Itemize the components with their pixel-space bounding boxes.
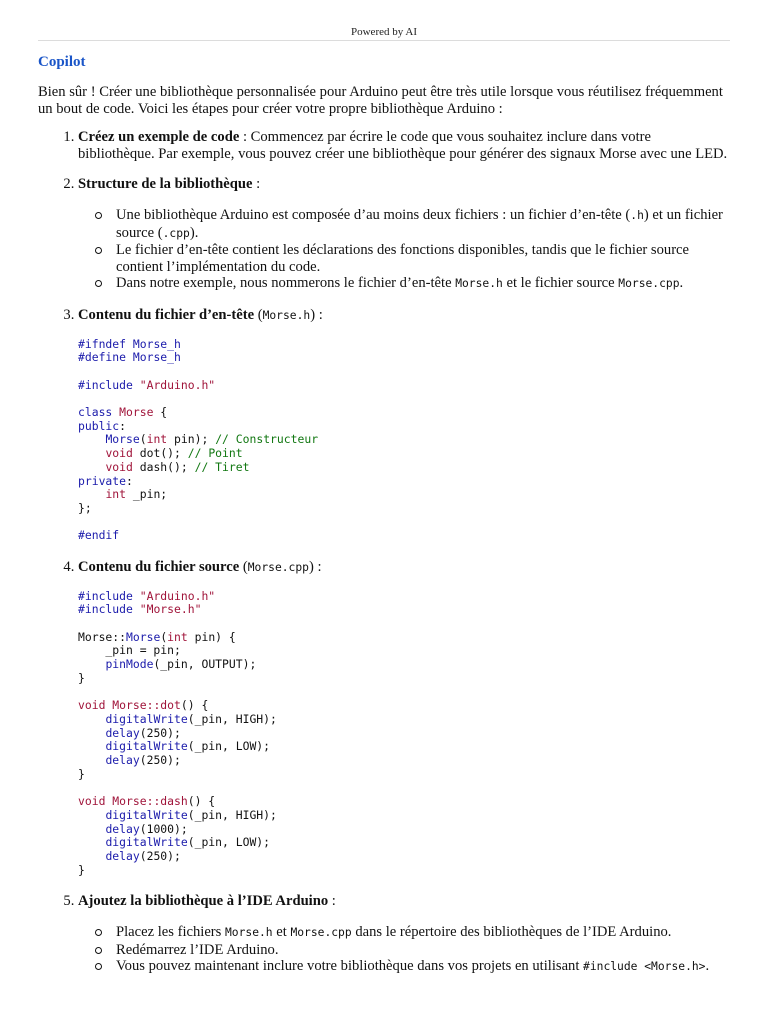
code-block-source: #include "Arduino.h" #include "Morse.h" Morse::Morse(int pin) { _pin = pin; pinMode(_pin, OUTPUT); } void Morse::dot() { digitalWrite(_pin, HIGH); delay(250); digitalWrite(_pin, LOW); delay(250); } void Morse::dash() { digitalWrite(_pin, HIGH); delay(1000); digitalWrite(_pin, LOW); delay(250); } xyxy=(78,588,277,877)
assistant-name: Copilot xyxy=(38,54,86,70)
code-block-header: #ifndef Morse_h #define Morse_h #include "Arduino.h" class Morse { public: Morse(int pin); // Constructeur void dot(); // Point void dash(); // Tiret private: int _pin; }; #endif xyxy=(78,336,319,543)
inline-code: Morse.h xyxy=(455,277,503,291)
inline-code: Morse.cpp xyxy=(290,926,352,940)
step-1 xyxy=(78,129,730,162)
list-item: Placez les fichiers Morse.h et Morse.cpp dans le répertoire des bibliothèques de l’IDE Arduino. xyxy=(116,924,730,942)
list-item: Une bibliothèque Arduino est composée d’au moins deux fichiers : un fichier d’en-tête (.h) et un fichier source (.cpp). xyxy=(116,207,730,242)
inline-code: Morse.h xyxy=(225,926,273,940)
inline-code: #include <Morse.h> xyxy=(583,960,706,974)
step-3: 3. Contenu du fichier d’en-tête (Morse.h) : #ifndef Morse_h #define Morse_h #include "Arduino.h" class Morse { public: Morse(int pin); // Constructeur void dot(); // Point void dash(); // Tiret private: int _pin; }; #endif xyxy=(78,307,730,543)
step-title: Contenu du fichier d’en-tête xyxy=(78,306,255,323)
step-5 xyxy=(78,893,730,975)
step-4: 4. Contenu du fichier source (Morse.cpp) : #include "Arduino.h" #include "Morse.h" Morse::Morse(int pin) { _pin = pin; pinMode(_pin, OUTPUT); } void Morse::dot() { digitalWrite(_pin, HIGH); delay(250); digitalWrite(_pin, LOW); delay(250); } void Morse::dash() { digitalWrite(_pin, HIGH); delay(1000); digitalWrite(_pin, LOW); delay(250); } xyxy=(78,559,730,877)
sub-list xyxy=(78,924,730,976)
intro-paragraph: Bien sûr ! Créer une bibliothèque personnalisée pour Arduino peut être très utile lorsque vous réutilisez fréquemment un bout de code. Voici les étapes pour créer votre propre bibliothèque Arduino : xyxy=(38,84,723,117)
inline-code: Morse.cpp xyxy=(618,277,680,291)
header-divider xyxy=(38,40,730,41)
step-title: Contenu du fichier source xyxy=(78,559,240,576)
list-item: Redémarrez l’IDE Arduino. xyxy=(116,942,730,959)
inline-code: .h xyxy=(630,208,644,222)
inline-code: Morse.cpp xyxy=(247,561,309,575)
sub-list xyxy=(78,207,730,293)
step-text: : xyxy=(328,893,336,910)
list-item: Vous pouvez maintenant inclure votre bibliothèque dans vos projets en utilisant #include <Morse.h>. xyxy=(116,958,730,976)
page-header: Powered by AI xyxy=(351,26,417,38)
step-text: : xyxy=(252,176,261,193)
step-title: Ajoutez la bibliothèque à l’IDE Arduino xyxy=(78,893,329,910)
step-title: Créez un exemple de code xyxy=(78,129,240,146)
step-2 xyxy=(78,176,730,293)
step-title: Structure de la bibliothèque xyxy=(78,176,253,193)
inline-code: Morse.h xyxy=(262,308,311,322)
steps-list xyxy=(38,129,730,976)
inline-code: .cpp xyxy=(162,226,190,240)
step-text: : Commencez par écrire le code que vous souhaitez inclure dans votre bibliothèque. Par exemple, vous pouvez créer une bibliothèque pour générer des signaux Morse avec une LED. xyxy=(78,129,728,162)
list-item: Le fichier d’en-tête contient les déclarations des fonctions disponibles, tandis que le fichier source contient l’implémentation du code. xyxy=(116,242,730,275)
list-item: Dans notre exemple, nous nommerons le fichier d’en-tête Morse.h et le fichier source Morse.cpp. xyxy=(116,275,730,293)
conversation-content xyxy=(38,54,730,976)
